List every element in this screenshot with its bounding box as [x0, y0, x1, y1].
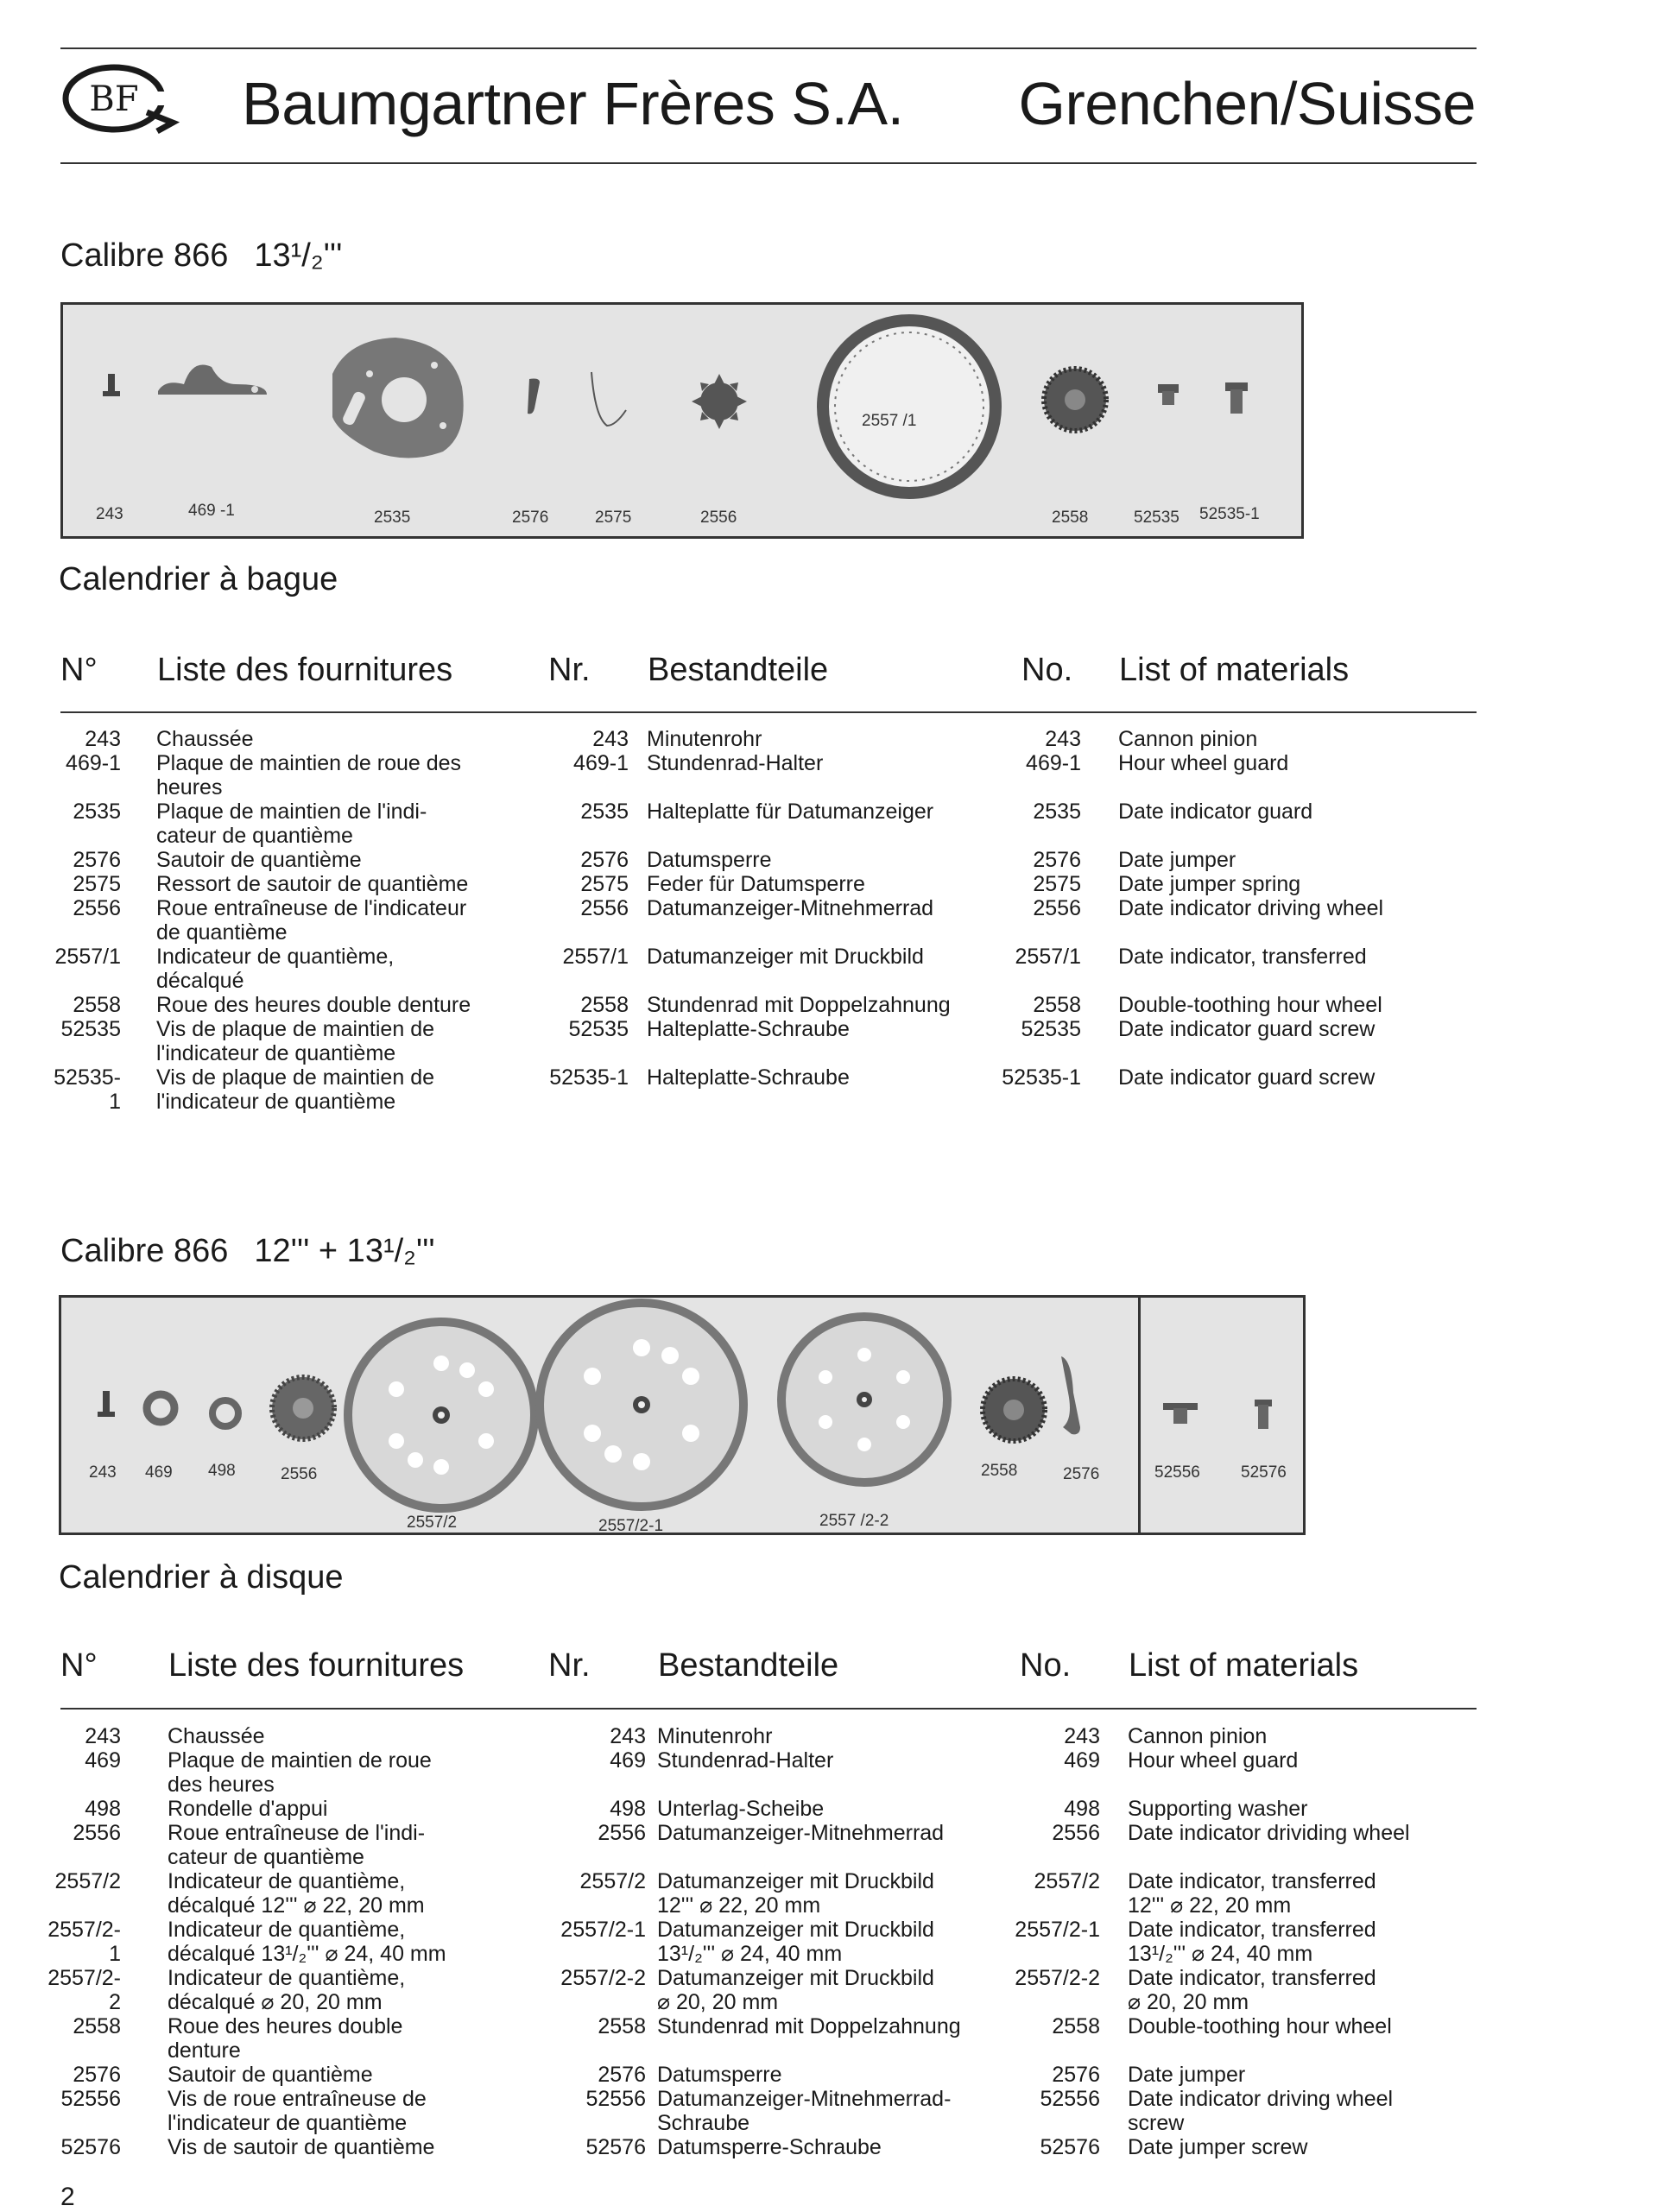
part-number: 2556 — [598, 1821, 646, 1845]
part-name-fr: Plaque de maintien de roue des heures — [168, 1748, 432, 1797]
part-number: 243 — [592, 727, 629, 751]
col-header-n: N° — [60, 1647, 98, 1684]
photo-caption: 2535 — [374, 509, 411, 527]
part-name-en: Date indicator drividing wheel — [1128, 1821, 1410, 1845]
part-name-en: Double-toothing hour wheel — [1118, 993, 1382, 1017]
part-name-en: Date indicator driving wheel screw — [1128, 2087, 1394, 2135]
col-header-de: Bestandteile — [658, 1647, 839, 1684]
part-number: 2557/2-2 — [560, 1966, 646, 1990]
part-number: 2575 — [580, 872, 629, 896]
part-name-fr: Chaussée — [168, 1724, 265, 1748]
col-header-n: N° — [60, 652, 98, 688]
part-name-de: Unterlag-Scheibe — [657, 1797, 825, 1821]
photo-caption: 2556 — [281, 1465, 318, 1483]
photo-caption: 52556 — [1154, 1463, 1200, 1482]
part-name-de: Stundenrad-Halter — [647, 751, 824, 775]
calibre-size: 12''' + 13¹/₂''' — [254, 1233, 435, 1269]
part-name-de: Datumanzeiger mit Druckbild — [647, 945, 924, 969]
section-title-1: Calendrier à bague — [59, 561, 338, 597]
part-name-en: Date jumper — [1118, 848, 1236, 872]
part-number: 469 — [610, 1748, 646, 1773]
company-name: Baumgartner Frères S.A. — [242, 70, 904, 137]
table-header-rule-2 — [60, 1708, 1477, 1710]
part-name-fr: Rondelle d'appui — [168, 1797, 328, 1821]
part-name-de: Datumanzeiger-Mitnehmerrad — [657, 1821, 945, 1845]
photo-caption: 469 -1 — [188, 502, 235, 520]
part-name-fr: Vis de sautoir de quantième — [168, 2135, 435, 2159]
parts-illustration-1 — [63, 305, 1301, 536]
svg-text:BF: BF — [89, 79, 139, 119]
part-name-de: Datumanzeiger-Mitnehmerrad- Schraube — [657, 2087, 952, 2135]
photo-caption: 2556 — [700, 509, 737, 527]
part-name-fr: Roue des heures double denture — [156, 993, 471, 1017]
part-number: 2557/2 — [54, 1869, 121, 1893]
table-header-rule-1 — [60, 711, 1477, 713]
calibre-label: Calibre 866 — [60, 237, 229, 274]
part-name-en: Date indicator guard screw — [1118, 1065, 1376, 1090]
part-number: 2557/2 — [579, 1869, 646, 1893]
part-name-en: Date indicator driving wheel — [1118, 896, 1384, 920]
part-number: 2556 — [73, 896, 121, 920]
part-name-de: Datumsperre — [657, 2063, 782, 2087]
photo-caption: 52576 — [1241, 1463, 1287, 1482]
part-name-fr: Roue entraîneuse de l'indicateur de quantième — [156, 896, 467, 945]
part-name-fr: Indicateur de quantième, décalqué — [156, 945, 395, 993]
col-header-en: List of materials — [1119, 652, 1350, 688]
part-name-en: Date indicator, transferred 12''' ⌀ 22, 20 mm — [1128, 1869, 1376, 1918]
part-number: 52576 — [60, 2135, 121, 2159]
part-number: 2557/1 — [54, 945, 121, 969]
part-name-en: Date indicator guard — [1118, 799, 1313, 824]
photo-caption: 2557/2-1 — [598, 1517, 664, 1535]
part-name-fr: Ressort de sautoir de quantième — [156, 872, 469, 896]
part-number: 2535 — [73, 799, 121, 824]
part-number: 2576 — [1052, 2063, 1100, 2087]
bf-logo — [60, 59, 181, 136]
part-number: 2535 — [1033, 799, 1081, 824]
page-number: 2 — [60, 2183, 75, 2211]
part-number: 2557/2-2 — [47, 1966, 121, 2014]
col-header-no: No. — [1020, 1647, 1072, 1684]
col-header-nr: Nr. — [548, 652, 591, 688]
part-number: 2557/2-2 — [1015, 1966, 1100, 1990]
part-name-de: Stundenrad mit Doppelzahnung — [657, 2014, 961, 2038]
part-number: 2556 — [1052, 1821, 1100, 1845]
photo-caption: 243 — [96, 505, 123, 523]
part-name-de: Datumanzeiger mit Druckbild ⌀ 20, 20 mm — [657, 1966, 934, 2014]
part-name-en: Date indicator, transferred — [1118, 945, 1367, 969]
col-header-de: Bestandteile — [648, 652, 829, 688]
photo-caption: 2576 — [512, 509, 549, 527]
part-name-de: Datumsperre — [647, 848, 772, 872]
part-name-de: Halteplatte-Schraube — [647, 1017, 850, 1041]
top-rule — [60, 47, 1477, 49]
photo-caption: 2557 /2-2 — [819, 1512, 889, 1530]
part-number: 498 — [610, 1797, 646, 1821]
part-number: 243 — [85, 727, 121, 751]
part-name-en: Supporting washer — [1128, 1797, 1308, 1821]
part-name-de: Stundenrad-Halter — [657, 1748, 834, 1773]
part-number: 469-1 — [66, 751, 121, 775]
part-number: 52535-1 — [54, 1065, 121, 1114]
part-name-fr: Plaque de maintien de l'indi- cateur de quantième — [156, 799, 427, 848]
part-name-en: Date indicator, transferred ⌀ 20, 20 mm — [1128, 1966, 1376, 2014]
col-header-nr: Nr. — [548, 1647, 591, 1684]
photo-caption: 2575 — [595, 509, 632, 527]
part-name-en: Cannon pinion — [1118, 727, 1258, 751]
part-number: 2557/2 — [1034, 1869, 1100, 1893]
parts-photo-1 — [60, 302, 1304, 539]
part-number: 2556 — [73, 1821, 121, 1845]
part-name-fr: Indicateur de quantième, décalqué 12''' ⌀ 22, 20 mm — [168, 1869, 425, 1918]
part-name-en: Double-toothing hour wheel — [1128, 2014, 1392, 2038]
part-number: 52556 — [60, 2087, 121, 2111]
part-name-fr: Sautoir de quantième — [156, 848, 362, 872]
part-number: 2557/2-1 — [47, 1918, 121, 1966]
section-title-2: Calendrier à disque — [59, 1559, 344, 1596]
part-name-fr: Sautoir de quantième — [168, 2063, 373, 2087]
part-number: 243 — [85, 1724, 121, 1748]
part-name-fr: Roue des heures double denture — [168, 2014, 403, 2063]
part-number: 2575 — [73, 872, 121, 896]
part-number: 469 — [1064, 1748, 1100, 1773]
calibre-heading-1 — [60, 237, 368, 275]
part-number: 2556 — [580, 896, 629, 920]
part-name-fr: Vis de plaque de maintien de l'indicateur de quantième — [156, 1017, 434, 1065]
header-bottom-rule — [60, 162, 1477, 164]
photo-caption: 2557/2 — [407, 1514, 458, 1532]
part-number: 2558 — [1052, 2014, 1100, 2038]
parts-illustration-2 — [61, 1298, 1303, 1533]
part-number: 243 — [1064, 1724, 1100, 1748]
part-name-de: Datumanzeiger-Mitnehmerrad — [647, 896, 934, 920]
part-number: 2557/2-1 — [1015, 1918, 1100, 1942]
company-location: Grenchen/Suisse — [1018, 70, 1476, 137]
part-name-de: Feder für Datumsperre — [647, 872, 865, 896]
part-number: 2535 — [580, 799, 629, 824]
part-number: 243 — [1045, 727, 1081, 751]
part-number: 2558 — [73, 993, 121, 1017]
photo-caption: 52535 — [1134, 509, 1180, 527]
part-number: 52556 — [585, 2087, 646, 2111]
part-name-en: Date jumper — [1128, 2063, 1246, 2087]
part-name-en: Date indicator, transferred 13¹/₂''' ⌀ 24, 40 mm — [1128, 1918, 1376, 1966]
part-number: 52535 — [60, 1017, 121, 1041]
part-number: 2556 — [1033, 896, 1081, 920]
part-number: 2557/2-1 — [560, 1918, 646, 1942]
part-name-en: Date indicator guard screw — [1118, 1017, 1376, 1041]
part-number: 52576 — [585, 2135, 646, 2159]
part-number: 52535 — [1021, 1017, 1081, 1041]
parts-photo-2 — [59, 1295, 1306, 1535]
photo-caption: 2558 — [1052, 509, 1089, 527]
calibre-size: 13¹/₂''' — [254, 237, 343, 274]
part-name-en: Hour wheel guard — [1128, 1748, 1299, 1773]
part-number: 52535 — [568, 1017, 629, 1041]
calibre-label: Calibre 866 — [60, 1233, 229, 1269]
part-name-en: Cannon pinion — [1128, 1724, 1268, 1748]
part-name-fr: Roue entraîneuse de l'indi- cateur de quantième — [168, 1821, 426, 1869]
col-header-en: List of materials — [1129, 1647, 1359, 1684]
part-number: 2576 — [1033, 848, 1081, 872]
part-number: 52535-1 — [549, 1065, 629, 1090]
part-name-en: Hour wheel guard — [1118, 751, 1289, 775]
part-name-de: Datumsperre-Schraube — [657, 2135, 882, 2159]
part-number: 2576 — [598, 2063, 646, 2087]
part-number: 2558 — [1033, 993, 1081, 1017]
part-number: 2576 — [580, 848, 629, 872]
part-number: 243 — [610, 1724, 646, 1748]
part-number: 2558 — [580, 993, 629, 1017]
part-name-de: Minutenrohr — [657, 1724, 773, 1748]
part-number: 2557/1 — [562, 945, 629, 969]
part-number: 469 — [85, 1748, 121, 1773]
part-number: 2576 — [73, 2063, 121, 2087]
part-name-en: Date jumper spring — [1118, 872, 1301, 896]
part-name-fr: Vis de plaque de maintien de l'indicateur de quantième — [156, 1065, 434, 1114]
photo-caption: 498 — [208, 1462, 236, 1480]
part-name-de: Halteplatte für Datumanzeiger — [647, 799, 934, 824]
photo-caption: 52535-1 — [1199, 505, 1260, 523]
calibre-heading-2 — [60, 1233, 461, 1270]
part-number: 498 — [85, 1797, 121, 1821]
part-name-de: Datumanzeiger mit Druckbild 13¹/₂''' ⌀ 24, 40 mm — [657, 1918, 934, 1966]
part-number: 2576 — [73, 848, 121, 872]
part-name-fr: Chaussée — [156, 727, 254, 751]
part-number: 469-1 — [1026, 751, 1081, 775]
part-name-de: Halteplatte-Schraube — [647, 1065, 850, 1090]
part-number: 2558 — [598, 2014, 646, 2038]
part-name-fr: Vis de roue entraîneuse de l'indicateur de quantième — [168, 2087, 427, 2135]
part-name-de: Minutenrohr — [647, 727, 762, 751]
part-name-de: Stundenrad mit Doppelzahnung — [647, 993, 951, 1017]
part-number: 52535-1 — [1002, 1065, 1081, 1090]
part-number: 52556 — [1040, 2087, 1100, 2111]
part-name-fr: Plaque de maintien de roue des heures — [156, 751, 462, 799]
photo-caption: 243 — [89, 1463, 117, 1482]
part-name-de: Datumanzeiger mit Druckbild 12''' ⌀ 22, 20 mm — [657, 1869, 934, 1918]
part-number: 498 — [1064, 1797, 1100, 1821]
part-number: 2557/1 — [1015, 945, 1081, 969]
part-name-en: Date jumper screw — [1128, 2135, 1308, 2159]
col-header-fr: Liste des fournitures — [168, 1647, 465, 1684]
col-header-fr: Liste des fournitures — [157, 652, 453, 688]
part-number: 469-1 — [573, 751, 629, 775]
col-header-no: No. — [1021, 652, 1073, 688]
photo-caption: 2558 — [981, 1462, 1018, 1480]
part-number: 52576 — [1040, 2135, 1100, 2159]
photo-caption: 2576 — [1063, 1465, 1100, 1483]
part-name-fr: Indicateur de quantième, décalqué 13¹/₂''' ⌀ 24, 40 mm — [168, 1918, 446, 1966]
photo-caption: 469 — [145, 1463, 173, 1482]
part-number: 2575 — [1033, 872, 1081, 896]
part-name-fr: Indicateur de quantième, décalqué ⌀ 20, 20 mm — [168, 1966, 406, 2014]
photo-caption: 2557 /1 — [862, 412, 917, 430]
part-number: 2558 — [73, 2014, 121, 2038]
